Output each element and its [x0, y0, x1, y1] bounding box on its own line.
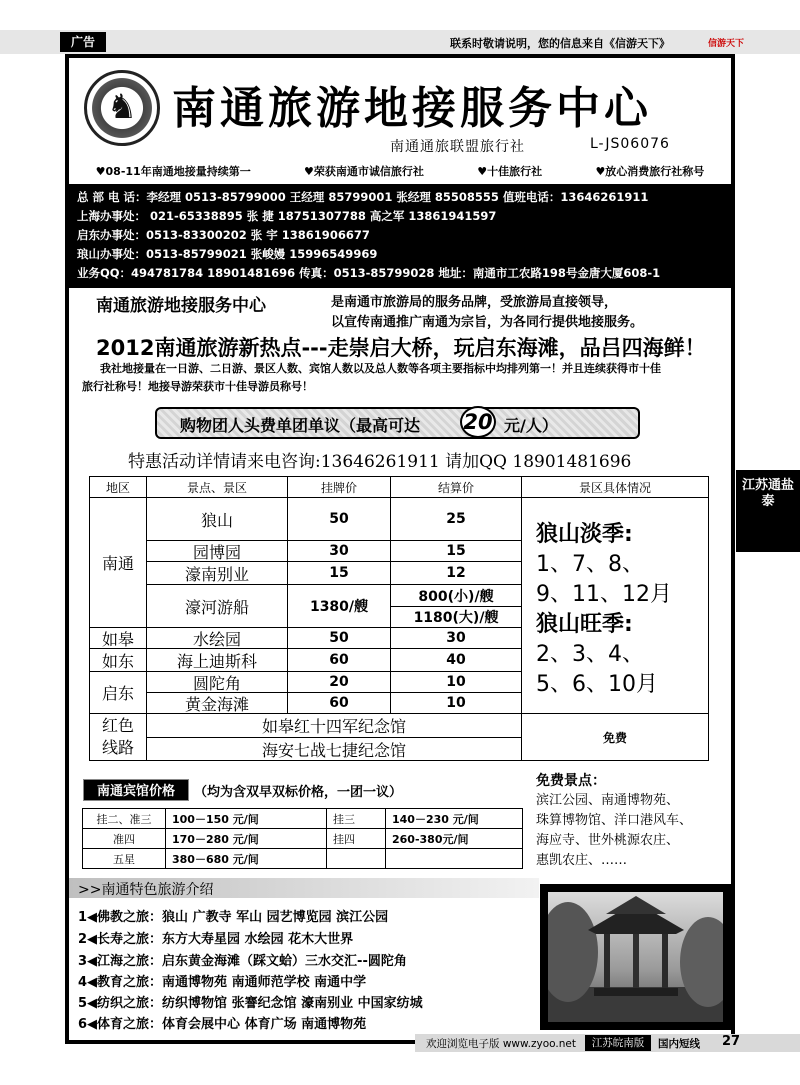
free-spot-line: 珠算博物馆、洋口港风车、: [536, 813, 693, 828]
contact-row: 业务QQ：494781784 18901481696 传真：0513-85799028 地址：南通市工农路198号金唐大厦608-1: [77, 266, 661, 280]
rebate-amount: 20: [460, 406, 496, 438]
net-price: 40: [390, 648, 522, 672]
honor-item: ♥荣获南通市诚信旅行社: [304, 165, 424, 178]
agency-title: 南通旅游地接服务中心: [172, 83, 652, 134]
season-high-months: 2、3、4、: [536, 642, 644, 667]
table-header: 结算价: [390, 476, 522, 498]
honor-item: ♥08-11年南通地接量持续第一: [95, 165, 251, 178]
region-label: 线路: [101, 738, 134, 757]
spot-cell: 濠河游船: [146, 584, 288, 628]
free-spot-line: 滨江公园、南通博物苑、: [536, 793, 680, 808]
horse-icon: ♞: [106, 87, 138, 127]
season-low-months: 9、11、12月: [536, 582, 672, 607]
net-price: 12: [390, 561, 522, 585]
list-price: 1380/艘: [287, 584, 391, 628]
ad-tag: 广告: [60, 32, 106, 52]
region-cell: [89, 713, 147, 761]
free-spots-title: 免费景点：: [536, 773, 606, 789]
license-code: L-JS06076: [590, 136, 670, 152]
region-label: 红色: [101, 716, 134, 735]
season-low-months: 1、7、8、: [536, 552, 644, 577]
footer-section: 国内短线: [658, 1038, 700, 1050]
list-price: 20: [287, 671, 391, 693]
top-strip: [0, 30, 800, 54]
list-price: 60: [287, 692, 391, 714]
rebate-text: 元/人）: [504, 416, 558, 435]
footer-website: 欢迎浏览电子版 www.zyoo.net: [426, 1038, 576, 1050]
season-high-label: 狼山旺季:: [536, 612, 633, 637]
rebate-text: 购物团人头费单团单议（最高可达: [180, 416, 421, 435]
honors-bar: [69, 160, 731, 182]
hotel-price: 140－230 元/间: [385, 808, 523, 829]
net-price: 15: [390, 540, 522, 562]
hotel-grade: 五星: [82, 848, 166, 869]
season-info: [536, 520, 672, 700]
list-price: 60: [287, 648, 391, 672]
feature-item: 2◀长寿之旅：东方大寿星园 水绘园 花木大世界: [78, 932, 354, 947]
spot-cell: 园博园: [146, 540, 288, 562]
hotel-grade: 挂四: [326, 828, 386, 849]
free-spot-line: 海应寺、世外桃源农庄、: [536, 833, 680, 848]
net-price: 10: [390, 692, 522, 714]
spot-cell: 圆陀角: [146, 671, 288, 693]
list-price: 30: [287, 540, 391, 562]
free-cell: 免费: [521, 713, 709, 761]
intro-text: 以宣传南通推广南通为宗旨，为各同行提供地接服务。: [331, 315, 644, 330]
spot-cell: 濠南别业: [146, 561, 288, 585]
hotel-price: 100－150 元/间: [165, 808, 327, 829]
region-cell: 如皋: [89, 627, 147, 649]
list-price: 50: [287, 497, 391, 541]
description: 我社地接量在一日游、二日游、景区人数、宾馆人数以及总人数等各项主要指标中均排列第一！并且连续获得市十佳: [100, 362, 661, 375]
spot-cell: 海上迪斯科: [146, 648, 288, 672]
contact-row: 总 部 电 话：李经理 0513-85799000 王经理 85799001 张经理 85508555 值班电话：13646261911: [77, 190, 649, 204]
season-high-months: 5、6、10月: [536, 672, 658, 697]
footer-edition: 江苏皖南版: [585, 1035, 651, 1051]
feature-item: 6◀体育之旅：体育会展中心 体育广场 南通博物苑: [78, 1017, 367, 1032]
spot-cell: 水绘园: [146, 627, 288, 649]
hotel-grade: [326, 848, 386, 869]
spot-cell: 狼山: [146, 497, 288, 541]
table-header: 景区具体情况: [521, 476, 709, 498]
hotline: 特惠活动详情请来电咨询:13646261911 请加QQ 18901481696: [128, 452, 632, 472]
hotel-price: [385, 848, 523, 869]
source-note: 联系时敬请说明，您的信息来自《信游天下》: [450, 37, 670, 50]
net-price: 25: [390, 497, 522, 541]
feature-item: 5◀纺织之旅：纺织博物馆 张謇纪念馆 濠南别业 中国家纺城: [78, 996, 423, 1011]
net-price: 800(小)/艘: [390, 584, 522, 607]
season-low-label: 狼山淡季:: [536, 522, 633, 547]
intro-text: 是南通市旅游局的服务品牌，受旅游局直接领导，: [331, 295, 618, 310]
red-route-cell: 如皋红十四军纪念馆: [146, 713, 522, 738]
slogan: 2012南通旅游新热点---走崇启大桥，玩启东海滩，品吕四海鲜！: [96, 336, 706, 360]
page-number: 27: [722, 1034, 741, 1049]
net-price: 10: [390, 671, 522, 693]
feature-item: 1◀佛教之旅：狼山 广教寺 军山 园艺博览园 滨江公园: [78, 910, 389, 925]
net-price: 1180(大)/艘: [390, 606, 522, 628]
hotel-note: （均为含双早双标价格，一团一议）: [194, 785, 403, 800]
net-price: 30: [390, 627, 522, 649]
region-cell: 南通: [89, 497, 147, 628]
contact-row: 琅山办事处：0513-85799021 张峻嫚 15996549969: [77, 247, 378, 261]
hotel-grade: 准四: [82, 828, 166, 849]
region-side-tab: 江苏通盐泰: [736, 470, 800, 552]
contacts-block: [69, 184, 731, 288]
agency-subtitle: 南通通旅联盟旅行社: [390, 139, 525, 155]
hotel-price: 260-380元/间: [385, 828, 523, 849]
features-title: >>南通特色旅游介绍: [78, 882, 214, 898]
feature-item: 4◀教育之旅：南通博物苑 南通师范学校 南通中学: [78, 975, 367, 990]
description: 旅行社称号！地接导游荣获市十佳导游员称号！: [82, 380, 313, 393]
spot-cell: 黄金海滩: [146, 692, 288, 714]
pavilion-icon: [548, 892, 723, 1022]
hotel-grade: 挂二、准三: [82, 808, 166, 829]
list-price: 15: [287, 561, 391, 585]
publisher-logo: 信游天下: [708, 39, 745, 49]
feature-item: 3◀江海之旅：启东黄金海滩（踩文蛤）三水交汇--圆陀角: [78, 954, 407, 969]
contact-row: 上海办事处： 021-65338895 张 捷 18751307788 高之军 13861941597: [77, 209, 497, 223]
free-spot-line: 惠凯农庄、……: [536, 853, 628, 868]
red-route-cell: 海安七战七捷纪念馆: [146, 737, 522, 761]
hotel-price: 170－280 元/间: [165, 828, 327, 849]
table-header: 地区: [89, 476, 147, 498]
region-cell: 如东: [89, 648, 147, 672]
honor-item: ♥十佳旅行社: [477, 165, 543, 178]
hotel-grade: 挂三: [326, 808, 386, 829]
hotel-label: 南通宾馆价格: [84, 780, 188, 800]
honor-item: ♥放心消费旅行社称号: [595, 165, 705, 178]
contact-row: 启东办事处：0513-83300202 张 宇 13861906677: [77, 228, 370, 242]
table-header: 挂牌价: [287, 476, 391, 498]
table-header: 景点、景区: [146, 476, 288, 498]
hotel-price: 380－680 元/间: [165, 848, 327, 869]
intro-title: 南通旅游地接服务中心: [96, 296, 266, 316]
region-cell: 启东: [89, 671, 147, 714]
list-price: 50: [287, 627, 391, 649]
pavilion-photo-image: [548, 892, 723, 1022]
free-spots-list: [536, 791, 706, 871]
